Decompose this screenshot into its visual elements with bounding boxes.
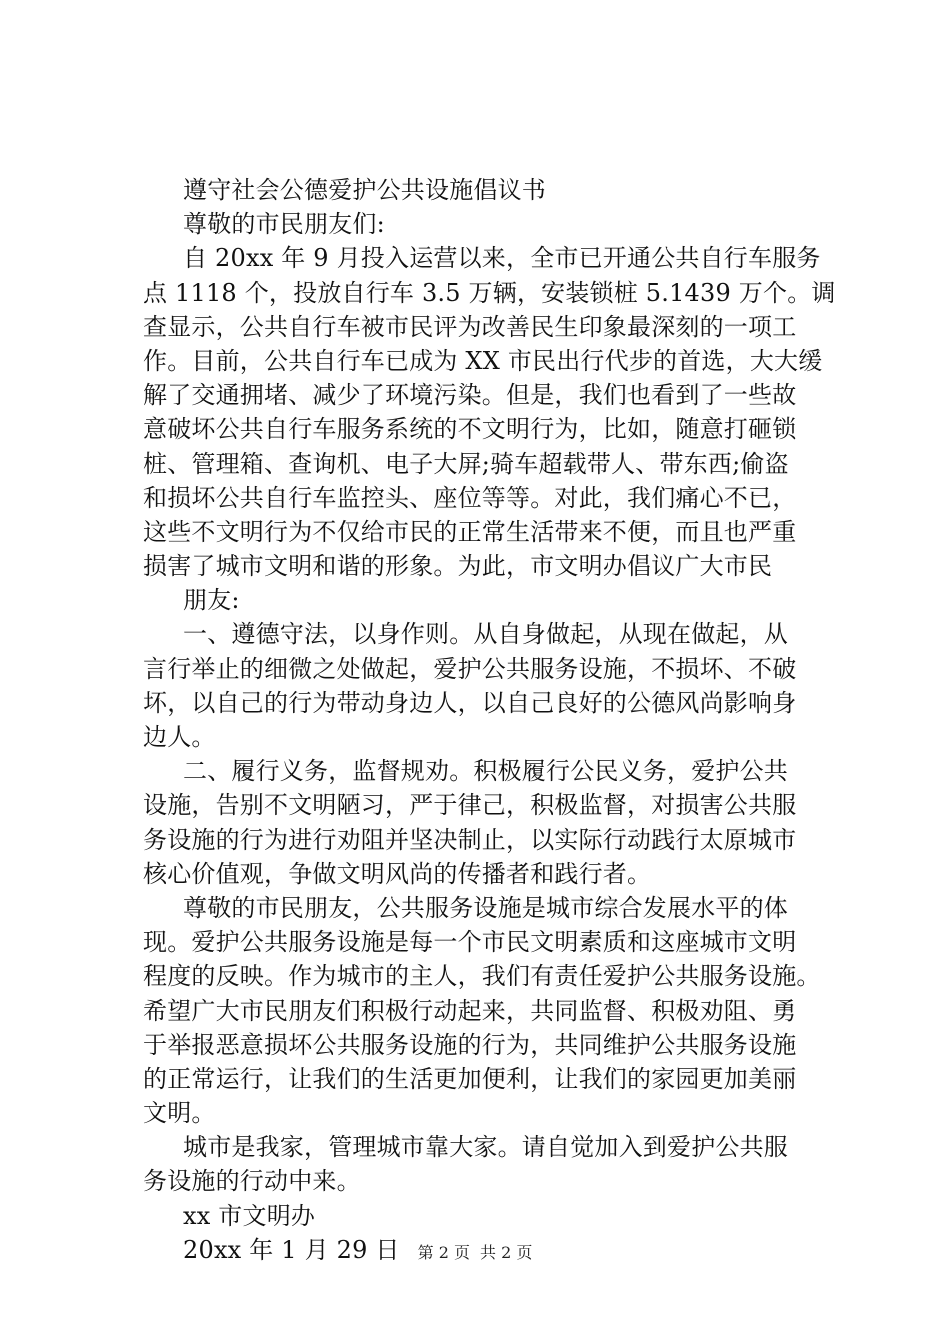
body-line: 桩、管理箱、查询机、电子大屏;骑车超载带人、带东西;偷盗 (143, 449, 789, 478)
body-line: 于举报恶意损坏公共服务设施的行为，共同维护公共服务设施 (143, 1030, 797, 1059)
body-line: 自 20xx 年 9 月投入运营以来，全市已开通公共自行车服务 (183, 244, 821, 273)
body-line: 言行举止的细微之处做起，爱护公共服务设施，不损坏、不破 (143, 654, 797, 683)
body-line: 这些不文明行为不仅给市民的正常生活带来不便，而且也严重 (143, 517, 797, 546)
body-line: 文明。 (143, 1099, 216, 1128)
page-footer (0, 1243, 950, 1263)
salutation: 尊敬的市民朋友们: (183, 210, 385, 239)
document-title: 遵守社会公德爱护公共设施倡议书 (183, 176, 546, 204)
document-body (143, 173, 835, 1267)
body-line: 程度的反映。作为城市的主人，我们有责任爱护公共服务设施。 (143, 962, 821, 991)
body-line: 解了交通拥堵、减少了环境污染。但是，我们也看到了一些故 (143, 381, 797, 410)
body-line: 核心价值观，争做文明风尚的传播者和践行者。 (143, 859, 652, 888)
body-line: 一、遵德守法，以身作则。从自身做起，从现在做起，从 (183, 620, 788, 649)
body-line: 二、履行义务，监督规劝。积极履行公民义务，爱护公共 (183, 757, 788, 786)
body-line: 损害了城市文明和谐的形象。为此，市文明办倡议广大市民 (143, 552, 773, 581)
document-date: 20xx 年 1 月 29 日 (183, 1235, 400, 1264)
body-line: 查显示，公共自行车被市民评为改善民生印象最深刻的一项工 (143, 312, 797, 341)
body-line: 希望广大市民朋友们积极行动起来，共同监督、积极劝阻、勇 (143, 996, 797, 1025)
body-line: 务设施的行为进行劝阻并坚决制止，以实际行动践行太原城市 (143, 825, 797, 854)
body-line: 尊敬的市民朋友，公共服务设施是城市综合发展水平的体 (183, 893, 788, 922)
body-line: 务设施的行动中来。 (143, 1167, 361, 1196)
page-total: 共 2 页 (480, 1243, 533, 1262)
body-line: 设施，告别不文明陋习，严于律己，积极监督，对损害公共服 (143, 791, 797, 820)
page-number: 第 2 页 (417, 1243, 470, 1262)
body-line: 作。目前，公共自行车已成为 XX 市民出行代步的首选，大大缓 (143, 346, 823, 375)
body-line: 城市是我家，管理城市靠大家。请自觉加入到爱护公共服 (183, 1133, 788, 1162)
body-line: 坏，以自己的行为带动身边人，以自己良好的公德风尚影响身 (143, 688, 797, 717)
body-line: 点 1118 个，投放自行车 3.5 万辆，安装锁桩 5.1439 万个。调 (143, 278, 836, 307)
body-line: 的正常运行，让我们的生活更加便利，让我们的家园更加美丽 (143, 1064, 797, 1093)
signature: xx 市文明办 (183, 1201, 316, 1230)
body-line: 朋友: (183, 586, 240, 615)
body-line: 边人。 (143, 723, 216, 751)
body-line: 现。爱护公共服务设施是每一个市民文明素质和这座城市文明 (143, 928, 797, 957)
body-line: 和损坏公共自行车监控头、座位等等。对此，我们痛心不已， (143, 483, 797, 512)
body-line: 意破坏公共自行车服务系统的不文明行为，比如，随意打砸锁 (143, 415, 797, 444)
